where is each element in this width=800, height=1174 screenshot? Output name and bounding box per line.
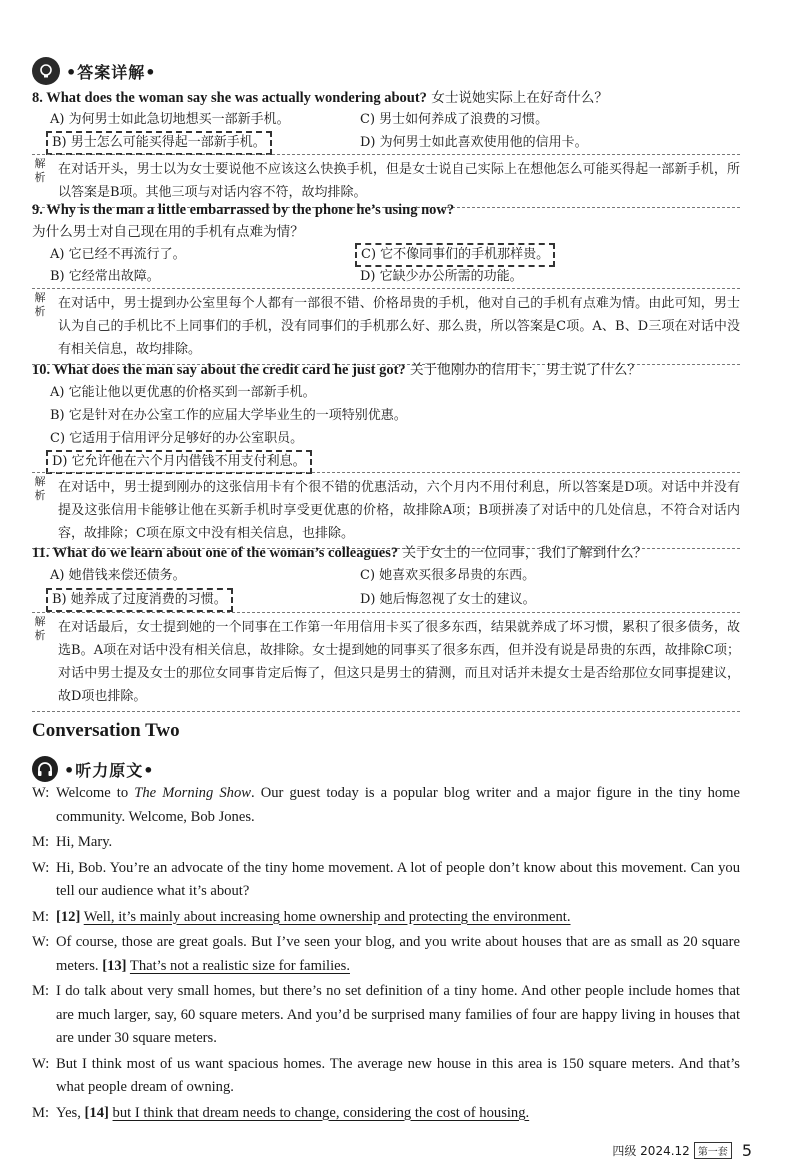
- q8-option-c: C) 男士如何养成了浪费的习惯。: [360, 112, 549, 127]
- analysis-tag: 解析: [34, 157, 46, 184]
- transcript-title: •听力原文•: [64, 760, 155, 780]
- q9-option-c-answer: C) 它不像同事们的手机那样贵。: [355, 243, 555, 267]
- q8-analysis: 解析 在对话开头，男士以为女士要说他不应该这么快换手机，但是女士说自己实际上在想他怎么可能买得起一部新手机，所以答案是B项。其他三项与对话内容不符，故均排除。: [32, 154, 740, 208]
- q9-option-a: A) 它已经不再流行了。: [50, 247, 186, 262]
- q10-option-a: A) 它能让他以更优惠的价格买到一部新手机。: [50, 385, 316, 400]
- issue-label: 四级 2024.12: [612, 1144, 690, 1158]
- volume-label: 第一套: [694, 1142, 732, 1159]
- page-footer: [612, 1141, 752, 1160]
- dialogue-turn: M: Hi, Mary.: [32, 834, 113, 850]
- q11-option-d: D) 她后悔忽视了女士的建议。: [360, 592, 536, 607]
- transcript: [32, 782, 740, 1127]
- dialogue-turn: M: I do talk about very small homes, but there’s no set definition of a tiny home. And other people include homes that are much larger, say, 60 square meters. And you’d be surprised many families of four are happy living in houses that are under 30 square meters.: [32, 983, 740, 1046]
- lightbulb-icon: [32, 57, 60, 85]
- question-11-stem: 11. What do we learn about one of the woman’s colleagues? 关于女士的一位同事，我们了解到什么？: [32, 545, 648, 561]
- q9-analysis: 解析 在对话中，男士提到办公室里每个人都有一部很不错、价格昂贵的手机，他对自己的手机有点难为情。由此可知，男士认为自己的手机比不上同事们的手机，没有同事们的手机那么好、那么贵，所以答案是C项。A、B、D三项在对话中没有相关信息，故均排除。: [32, 288, 740, 365]
- q8-option-d: D) 为何男士如此喜欢使用他的信用卡。: [360, 135, 588, 150]
- key-sentence: Well, it’s mainly about increasing home ownership and protecting the environment.: [83, 908, 571, 925]
- question-10-stem: 10. What does the man say about the credit card he just got? 关于他刚办的信用卡，男士说了什么？: [32, 362, 642, 378]
- answer-marker-13: [13]: [102, 957, 127, 974]
- q10-analysis: 解析 在对话中，男士提到刚办的这张信用卡有个很不错的优惠活动，六个月内不用付利息，所以答案是D项。对话中并没有提及这张信用卡能够让他在买新手机时享受更优惠的价格，故排除A项；B项拼凑了对话中的几处信息，不符合对话内容，故排除；C项在原文中没有相关信息，也排除。: [32, 472, 740, 549]
- conversation-title: Conversation Two: [32, 720, 180, 741]
- q11-analysis: 解析 在对话最后，女士提到她的一个同事在工作第一年用信用卡买了很多东西，结果就养成了坏习惯，累积了很多债务，故选B。A项在对话中没有相关信息，故排除。女士提到她的同事买了很多东西，但并没有说是昂贵的东西，故排除C项；对话中男士提及女士的那位女同事肯定后悔了，但这只是男士的猜测，而且对话并未提女士是否给那位女同事提建议，故D项也排除。: [32, 612, 740, 712]
- answer-marker-14: [14]: [84, 1104, 109, 1121]
- q9-option-d: D) 它缺少办公所需的功能。: [360, 269, 523, 284]
- section-header: [32, 54, 156, 88]
- dialogue-turn: W: Hi, Bob. You’re an advocate of the tiny home movement. A lot of people don’t know about this movement. Can you tell our audience what it’s about?: [32, 859, 740, 899]
- dialogue-turn: W: But I think most of us want spacious homes. The average new house in this area is 150 square meters. And that’s what people dream of owning.: [32, 1055, 740, 1095]
- section-title: •答案详解•: [66, 62, 157, 82]
- dialogue-turn: M: Yes, [14] but I think that dream needs to change, considering the cost of housing.: [32, 1104, 530, 1121]
- q11-option-b-answer: B) 她养成了过度消费的习惯。: [46, 588, 233, 612]
- dialogue-turn: M: [12] Well, it’s mainly about increasing home ownership and protecting the environment.: [32, 908, 571, 925]
- transcript-header: [32, 752, 154, 786]
- q8-option-b-answer: B) 男士怎么可能买得起一部新手机。: [46, 131, 272, 155]
- analysis-tag: 解析: [34, 291, 46, 318]
- q8-option-a: A) 为何男士如此急切地想买一部新手机。: [50, 112, 290, 127]
- headphones-icon: [32, 756, 58, 782]
- question-9-stem: 9. Why is the man a little embarrassed by the phone he’s using now?: [32, 202, 455, 218]
- analysis-tag: 解析: [34, 475, 46, 502]
- q10-option-b: B) 它是针对在办公室工作的应届大学毕业生的一项特别优惠。: [50, 408, 407, 423]
- dialogue-turn: W: Welcome to The Morning Show. Our guest today is a popular blog writer and a major figure in the tiny home community. Welcome, Bob Jones.: [32, 785, 740, 825]
- key-sentence: That’s not a realistic size for families.: [129, 957, 350, 974]
- q10-option-d-answer: D) 它允许他在六个月内借钱不用支付利息。: [46, 450, 312, 474]
- dialogue-turn: W: Of course, those are great goals. But I’ve seen your blog, and you write about houses that are as small as 20 square meters. [13] That’s not a realistic size for families.: [32, 934, 740, 974]
- page-number: 5: [741, 1141, 752, 1160]
- q11-option-c: C) 她喜欢买很多昂贵的东西。: [360, 568, 536, 583]
- question-9-stem-cn: 为什么男士对自己现在用的手机有点难为情？: [32, 224, 304, 240]
- q10-option-c: C) 它适用于信用评分足够好的办公室职员。: [50, 431, 304, 446]
- q9-option-b: B) 它经常出故障。: [50, 269, 160, 284]
- q11-option-a: A) 她借钱来偿还债务。: [50, 568, 186, 583]
- key-sentence: but I think that dream needs to change, considering the cost of housing.: [112, 1104, 530, 1121]
- answer-marker-12: [12]: [56, 908, 81, 925]
- question-8-stem: 8. What does the woman say she was actually wondering about? 女士说她实际上在好奇什么？: [32, 90, 608, 106]
- analysis-tag: 解析: [34, 615, 46, 642]
